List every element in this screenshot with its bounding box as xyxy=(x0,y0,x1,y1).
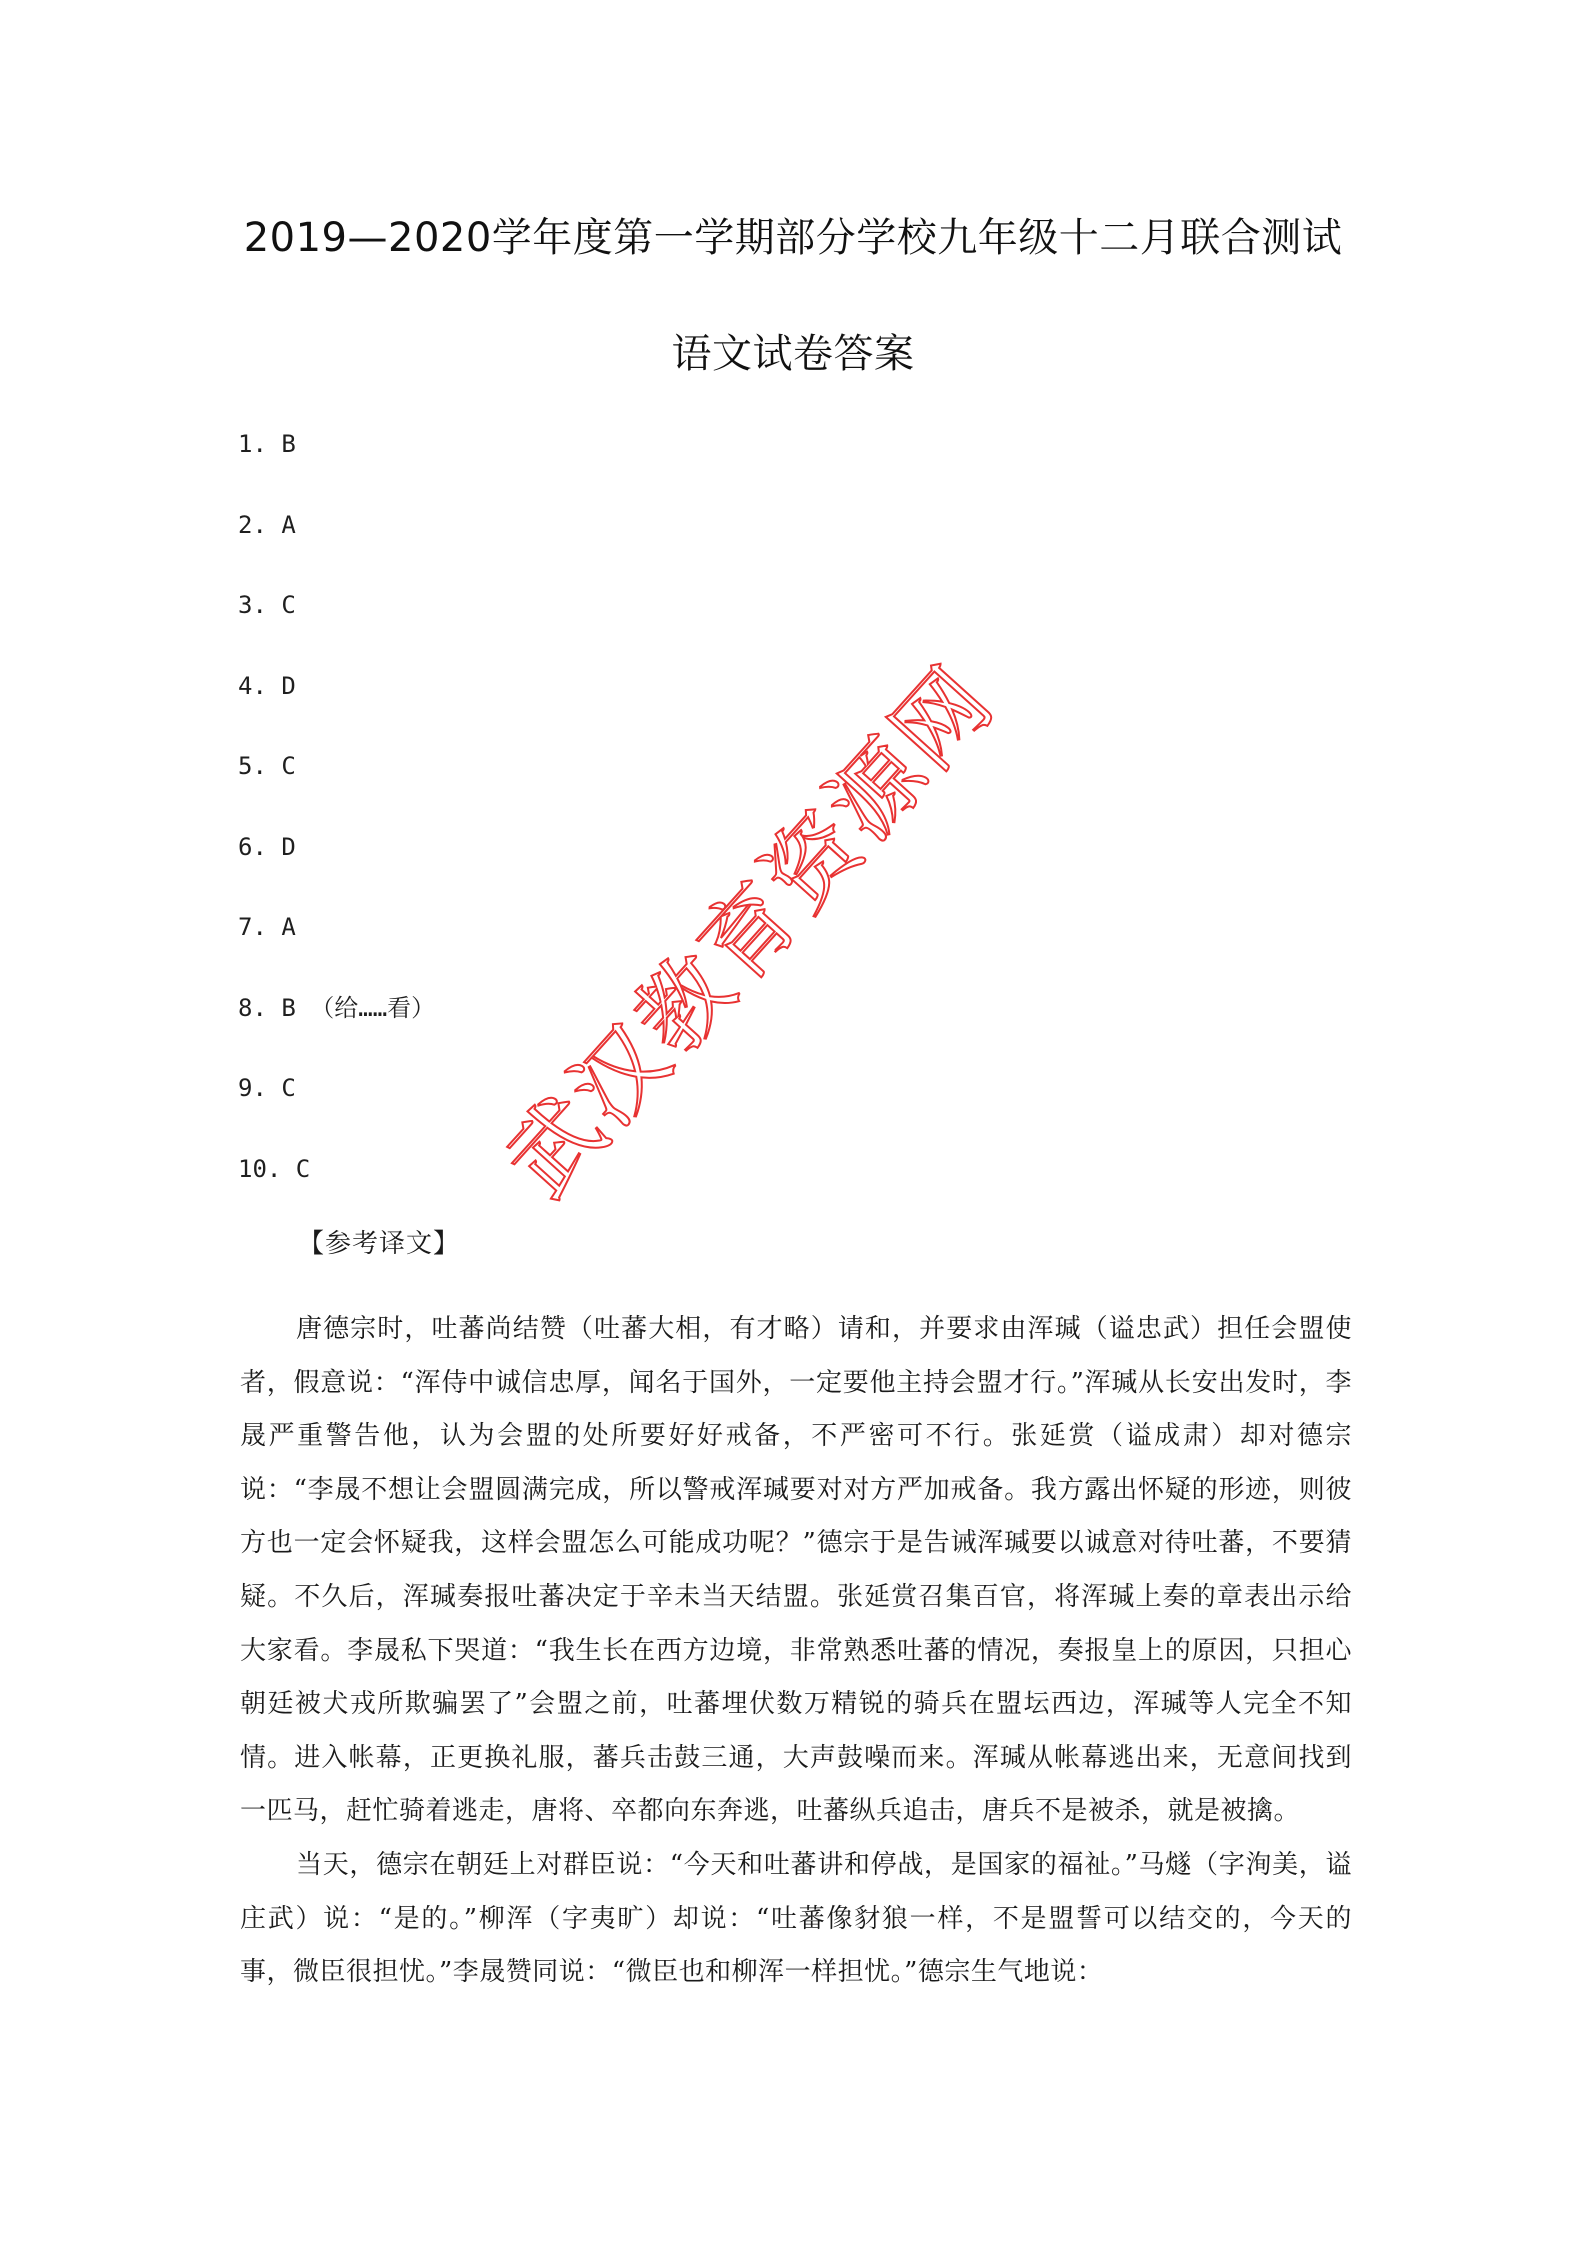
document-subtitle: 语文试卷答案 xyxy=(671,331,915,377)
watermark: 武汉教育资源网 xyxy=(485,645,1015,1217)
answer-item: 10. C xyxy=(238,1154,311,1183)
answer-item: 6. D xyxy=(238,832,296,861)
answer-item: 7. A xyxy=(238,913,296,941)
answer-item: 1. B xyxy=(238,430,296,458)
translation-paragraph: 当天，德宗在朝廷上对群臣说：“今天和吐蕃讲和停战，是国家的福祉。”马燧（字洵美，谥庄武）说：“是的。”柳浑（字夷旷）却说：“吐蕃像豺狼一样，不是盟誓可以结交的，今天的事，微臣很担忧。”李晟赞同说：“微臣也和柳浑一样担忧。”德宗生气地说： xyxy=(240,1849,1352,1988)
translation-paragraph: 唐德宗时，吐蕃尚结赞（吐蕃大相，有才略）请和，并要求由浑瑊（谥忠武）担任会盟使者，假意说：“浑侍中诚信忠厚，闻名于国外，一定要他主持会盟才行。”浑瑊从长安出发时，李晟严重警告他，认为会盟的处所要好好戒备，不严密可不行。张延赏（谥成肃）却对德宗说：“李晟不想让会盟圆满完成，所以警戒浑瑊要对对方严加戒备。我方露出怀疑的形迹，则彼方也一定会怀疑我，这样会盟怎么可能成功呢？”德宗于是告诫浑瑊要以诚意对待吐蕃，不要猜疑。不久后，浑瑊奏报吐蕃决定于辛未当天结盟。张延赏召集百官，将浑瑊上奏的章表出示给大家看。李晟私下哭道：“我生长在西方边境，非常熟悉吐蕃的情况，奏报皇上的原因，只担心朝廷被犬戎所欺骗罢了”会盟之前，吐蕃埋伏数万精锐的骑兵在盟坛西边，浑瑊等人完全不知情。进入帐幕，正更换礼服，蕃兵击鼓三通，大声鼓噪而来。浑瑊从帐幕逃出来，无意间找到一匹马，赶忙骑着逃走，唐将、卒都向东奔逃，吐蕃纵兵追击，唐兵不是被杀，就是被擒。 xyxy=(240,1314,1352,1827)
answer-item: 5. C xyxy=(238,752,296,780)
document-title: 2019—2020学年度第一学期部分学校九年级十二月联合测试 xyxy=(243,215,1343,261)
answer-item: 4. D xyxy=(238,671,296,700)
answer-item: 3. C xyxy=(238,591,296,619)
answer-item: 9. C xyxy=(238,1074,296,1102)
translation-body xyxy=(240,1303,1352,2000)
answer-item: 2. A xyxy=(238,510,296,539)
reference-translation-heading: 【参考译文】 xyxy=(298,1229,461,1259)
answer-list xyxy=(238,428,435,1233)
answer-item: 8. B （给……看） xyxy=(238,993,436,1022)
